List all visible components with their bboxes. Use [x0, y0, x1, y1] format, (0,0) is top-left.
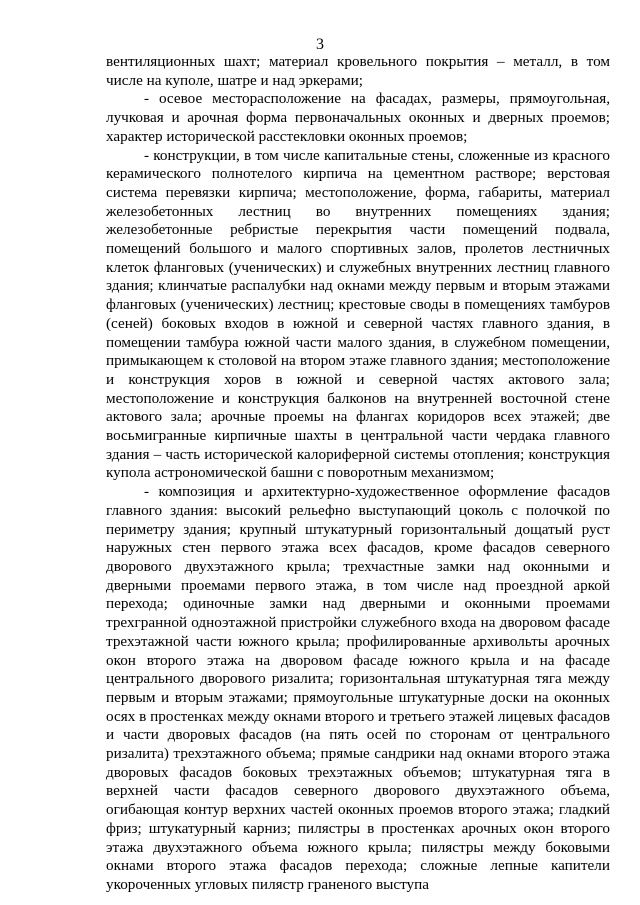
page-number: 3	[316, 36, 324, 53]
paragraph-openings: - осевое месторасположение на фасадах, размеры, прямоугольная, лучковая и арочная форма первоначальных оконных и дверных проемов; характер исторической расстекловки оконных проемов;	[106, 90, 610, 145]
paragraph-structures: - конструкции, в том числе капитальные стены, сложенные из красного керамического полнотелого кирпича на цементном растворе; верстовая система перевязки кирпича; местоположение, форма, габариты, материал железобетонных лестниц во внутренних помещениях здания; железобетонные ребристые перекрытия части помещений подвала, помещений большого и малого спортивных залов, пролетов лестничных клеток фланговых (ученических) и служебных внутренних лестниц главного здания; клинчатые распалубки над окнами между первым и вторым этажами фланговых (ученических) лестниц; крестовые своды в помещениях тамбуров (сеней) боковых входов в южной и северной частях главного здания, в помещении тамбура южной части малого здания, в служебном помещении, примыкающем к столовой на втором этаже главного здания; местоположение и конструкция хоров в южной и северной частях актового зала; местоположение и конструкция балконов на внутренней восточной стене актового зала; арочные проемы на флангах коридоров всех этажей; две восьмигранные кирпичные шахты в центральной части чердака главного здания – часть исторической калориферной системы отопления; конструкция купола астрономической башни с поворотным механизмом;	[106, 146, 610, 482]
paragraph-facades: - композиция и архитектурно-художественное оформление фасадов главного здания: высокий рельефно выступающий цоколь с полочкой по периметру здания; крупный штукатурный горизонтальный дощатый руст наружных стен первого этажа всех фасадов, кроме фасадов северного дворового двухэтажного крыла; трехчастные замки над оконными и дверными проемами первого этажа, в том числе над проездной аркой перехода; одиночные замки над дверными и оконными проемами трехгранной одноэтажной пристройки служебного входа на дворовом фасаде трехэтажной части южного крыла; профилированные архивольты арочных окон второго этажа на дворовом фасаде южного крыла и на фасаде центрального дворового ризалита; горизонтальная штукатурная тяга между первым и вторым этажами; прямоугольные штукатурные доски на оконных осях в простенках между окнами второго и третьего этажей лицевых фасадов и части дворовых фасадов (на пять осей по сторонам от центрального ризалита) трехэтажного объема; прямые сандрики над окнами второго этажа дворовых фасадов боковых трехэтажных объемов; штукатурная тяга в верхней части фасадов северного дворового двухэтажного объема, огибающая контур верхних частей оконных проемов второго этажа; гладкий фриз; штукатурный карниз; пилястры в простенках арочных окон второго этажа двухэтажного объема южного крыла; пилястры между боковыми окнами второго этажа фасадов перехода; сложные лепные капители укороченных угловых пилястр граненого выступа	[106, 483, 610, 893]
document-body	[106, 53, 610, 895]
paragraph-continuation: вентиляционных шахт; материал кровельного покрытия – металл, в том числе на куполе, шатре и над эркерами;	[106, 53, 610, 89]
